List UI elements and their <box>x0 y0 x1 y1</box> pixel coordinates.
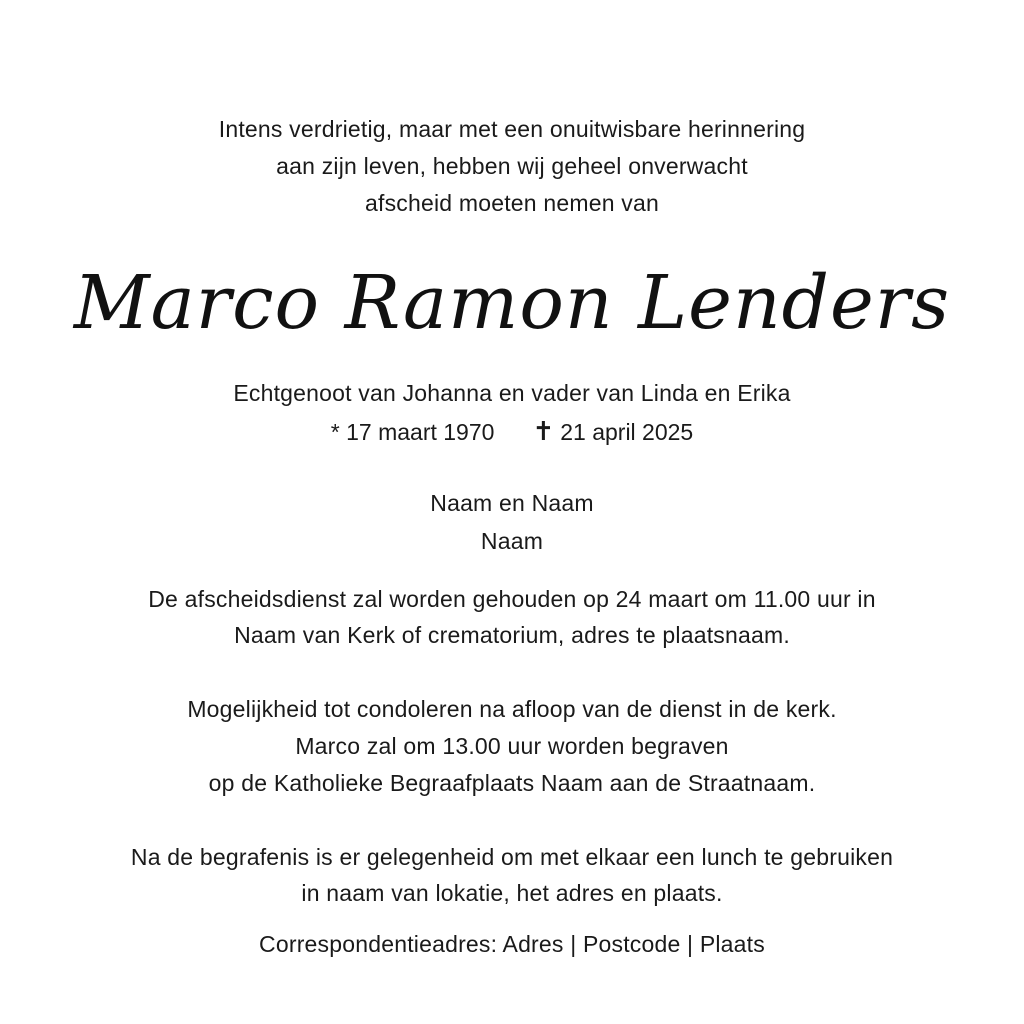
condolence-line-1: Mogelijkheid tot condoleren na afloop van de dienst in de kerk. <box>187 696 837 722</box>
intro-line-2: aan zijn leven, hebben wij geheel onverwacht <box>276 153 748 179</box>
family-line-1: Naam en Naam <box>430 490 594 516</box>
relation-line: Echtgenoot van Johanna en vader van Linda en Erika <box>233 380 791 406</box>
condolence-line-2: Marco zal om 13.00 uur worden begraven <box>295 733 729 759</box>
cross-icon: ✝ <box>532 416 555 446</box>
service-line-2: Naam van Kerk of crematorium, adres te plaatsnaam. <box>234 622 790 648</box>
correspondence-address: Correspondentieadres: Adres | Postcode | Plaats <box>259 931 765 957</box>
lunch-line-1: Na de begrafenis is er gelegenheid om met elkaar een lunch te gebruiken <box>130 844 894 870</box>
death-date: 21 april 2025 <box>560 419 694 445</box>
birth-date: * 17 maart 1970 <box>330 419 495 445</box>
lunch-line-2: in naam van lokatie, het adres en plaats. <box>301 880 723 906</box>
intro-line-1: Intens verdrietig, maar met een onuitwisbare herinnering <box>218 116 806 142</box>
condolence-line-3: op de Katholieke Begraafplaats Naam aan de Straatnaam. <box>208 770 816 796</box>
dates-line <box>0 416 1024 447</box>
intro-line-3: afscheid moeten nemen van <box>365 190 659 216</box>
family-line-2: Naam <box>480 528 544 554</box>
deceased-name: Marco Ramon Lenders <box>73 260 951 346</box>
service-line-1: De afscheidsdienst zal worden gehouden op 24 maart om 11.00 uur in <box>148 586 876 612</box>
